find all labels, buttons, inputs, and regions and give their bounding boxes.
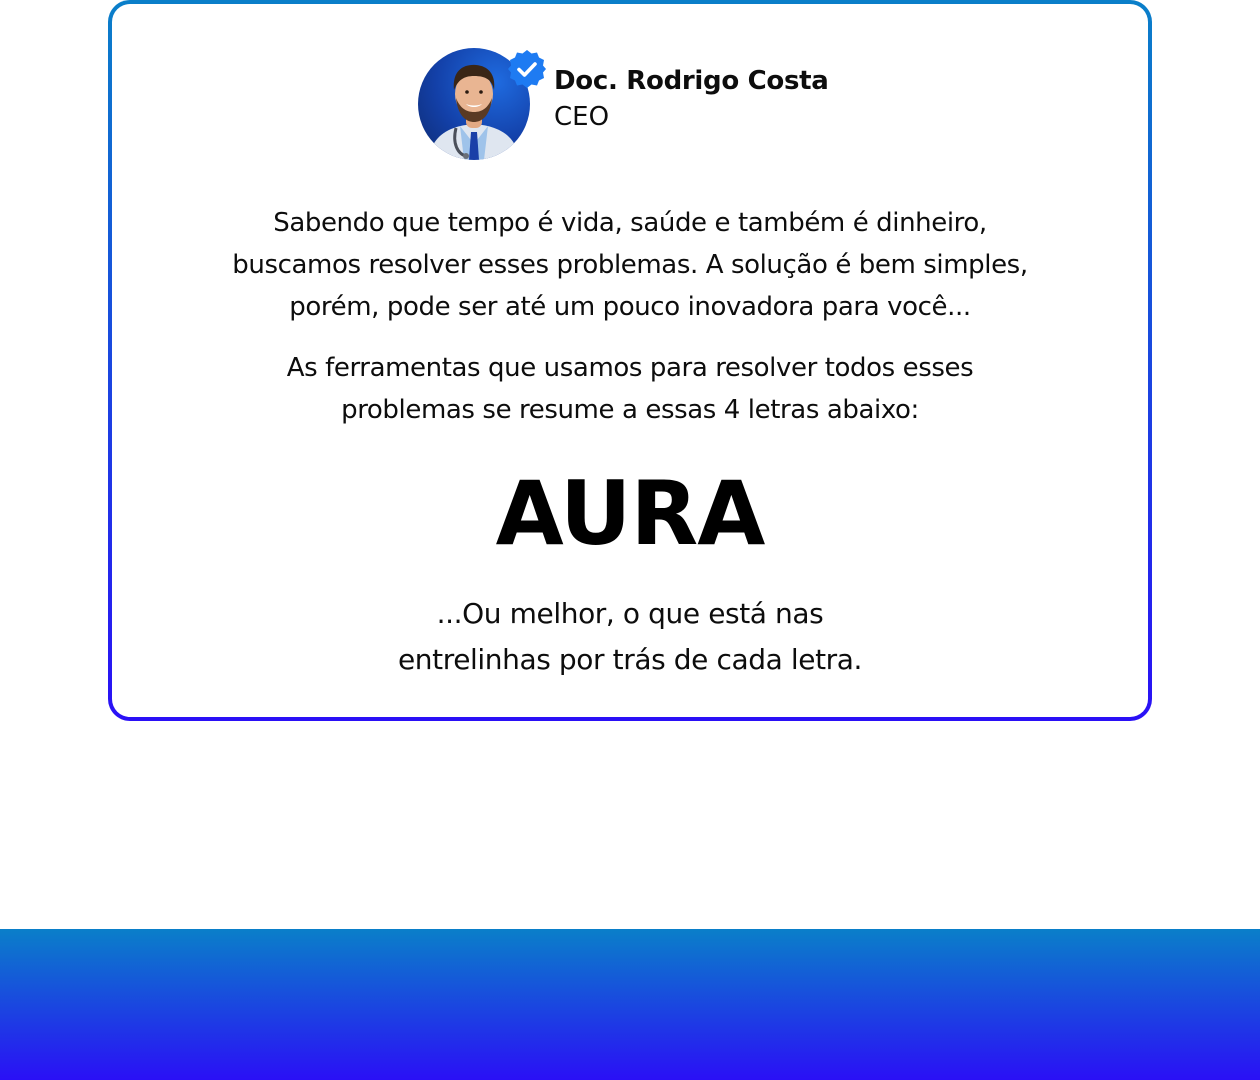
intro-paragraph bbox=[112, 202, 1148, 328]
closing-line: entrelinhas por trás de cada letra. bbox=[397, 643, 863, 676]
author-name: Doc. Rodrigo Costa bbox=[554, 66, 829, 96]
tools-line: problemas se resume a essas 4 letras abaixo: bbox=[341, 395, 919, 425]
author-role: CEO bbox=[554, 102, 610, 132]
testimonial-card bbox=[108, 0, 1152, 721]
closing-line: ...Ou melhor, o que está nas bbox=[436, 597, 824, 630]
verified-check-badge-icon bbox=[506, 48, 548, 90]
author-info bbox=[554, 64, 829, 136]
author-profile bbox=[418, 48, 829, 160]
footer-gradient-band bbox=[0, 929, 1260, 1080]
closing-paragraph bbox=[112, 591, 1148, 683]
intro-line: Sabendo que tempo é vida, saúde e também é dinheiro, bbox=[273, 208, 987, 238]
tools-line: As ferramentas que usamos para resolver todos esses bbox=[286, 353, 974, 383]
intro-line: buscamos resolver esses problemas. A solução é bem simples, bbox=[232, 250, 1028, 280]
intro-line: porém, pode ser até um pouco inovadora para você... bbox=[289, 292, 971, 322]
tools-paragraph bbox=[112, 347, 1148, 431]
testimonial-card-body bbox=[112, 4, 1148, 717]
brand-word: AURA bbox=[495, 462, 765, 565]
